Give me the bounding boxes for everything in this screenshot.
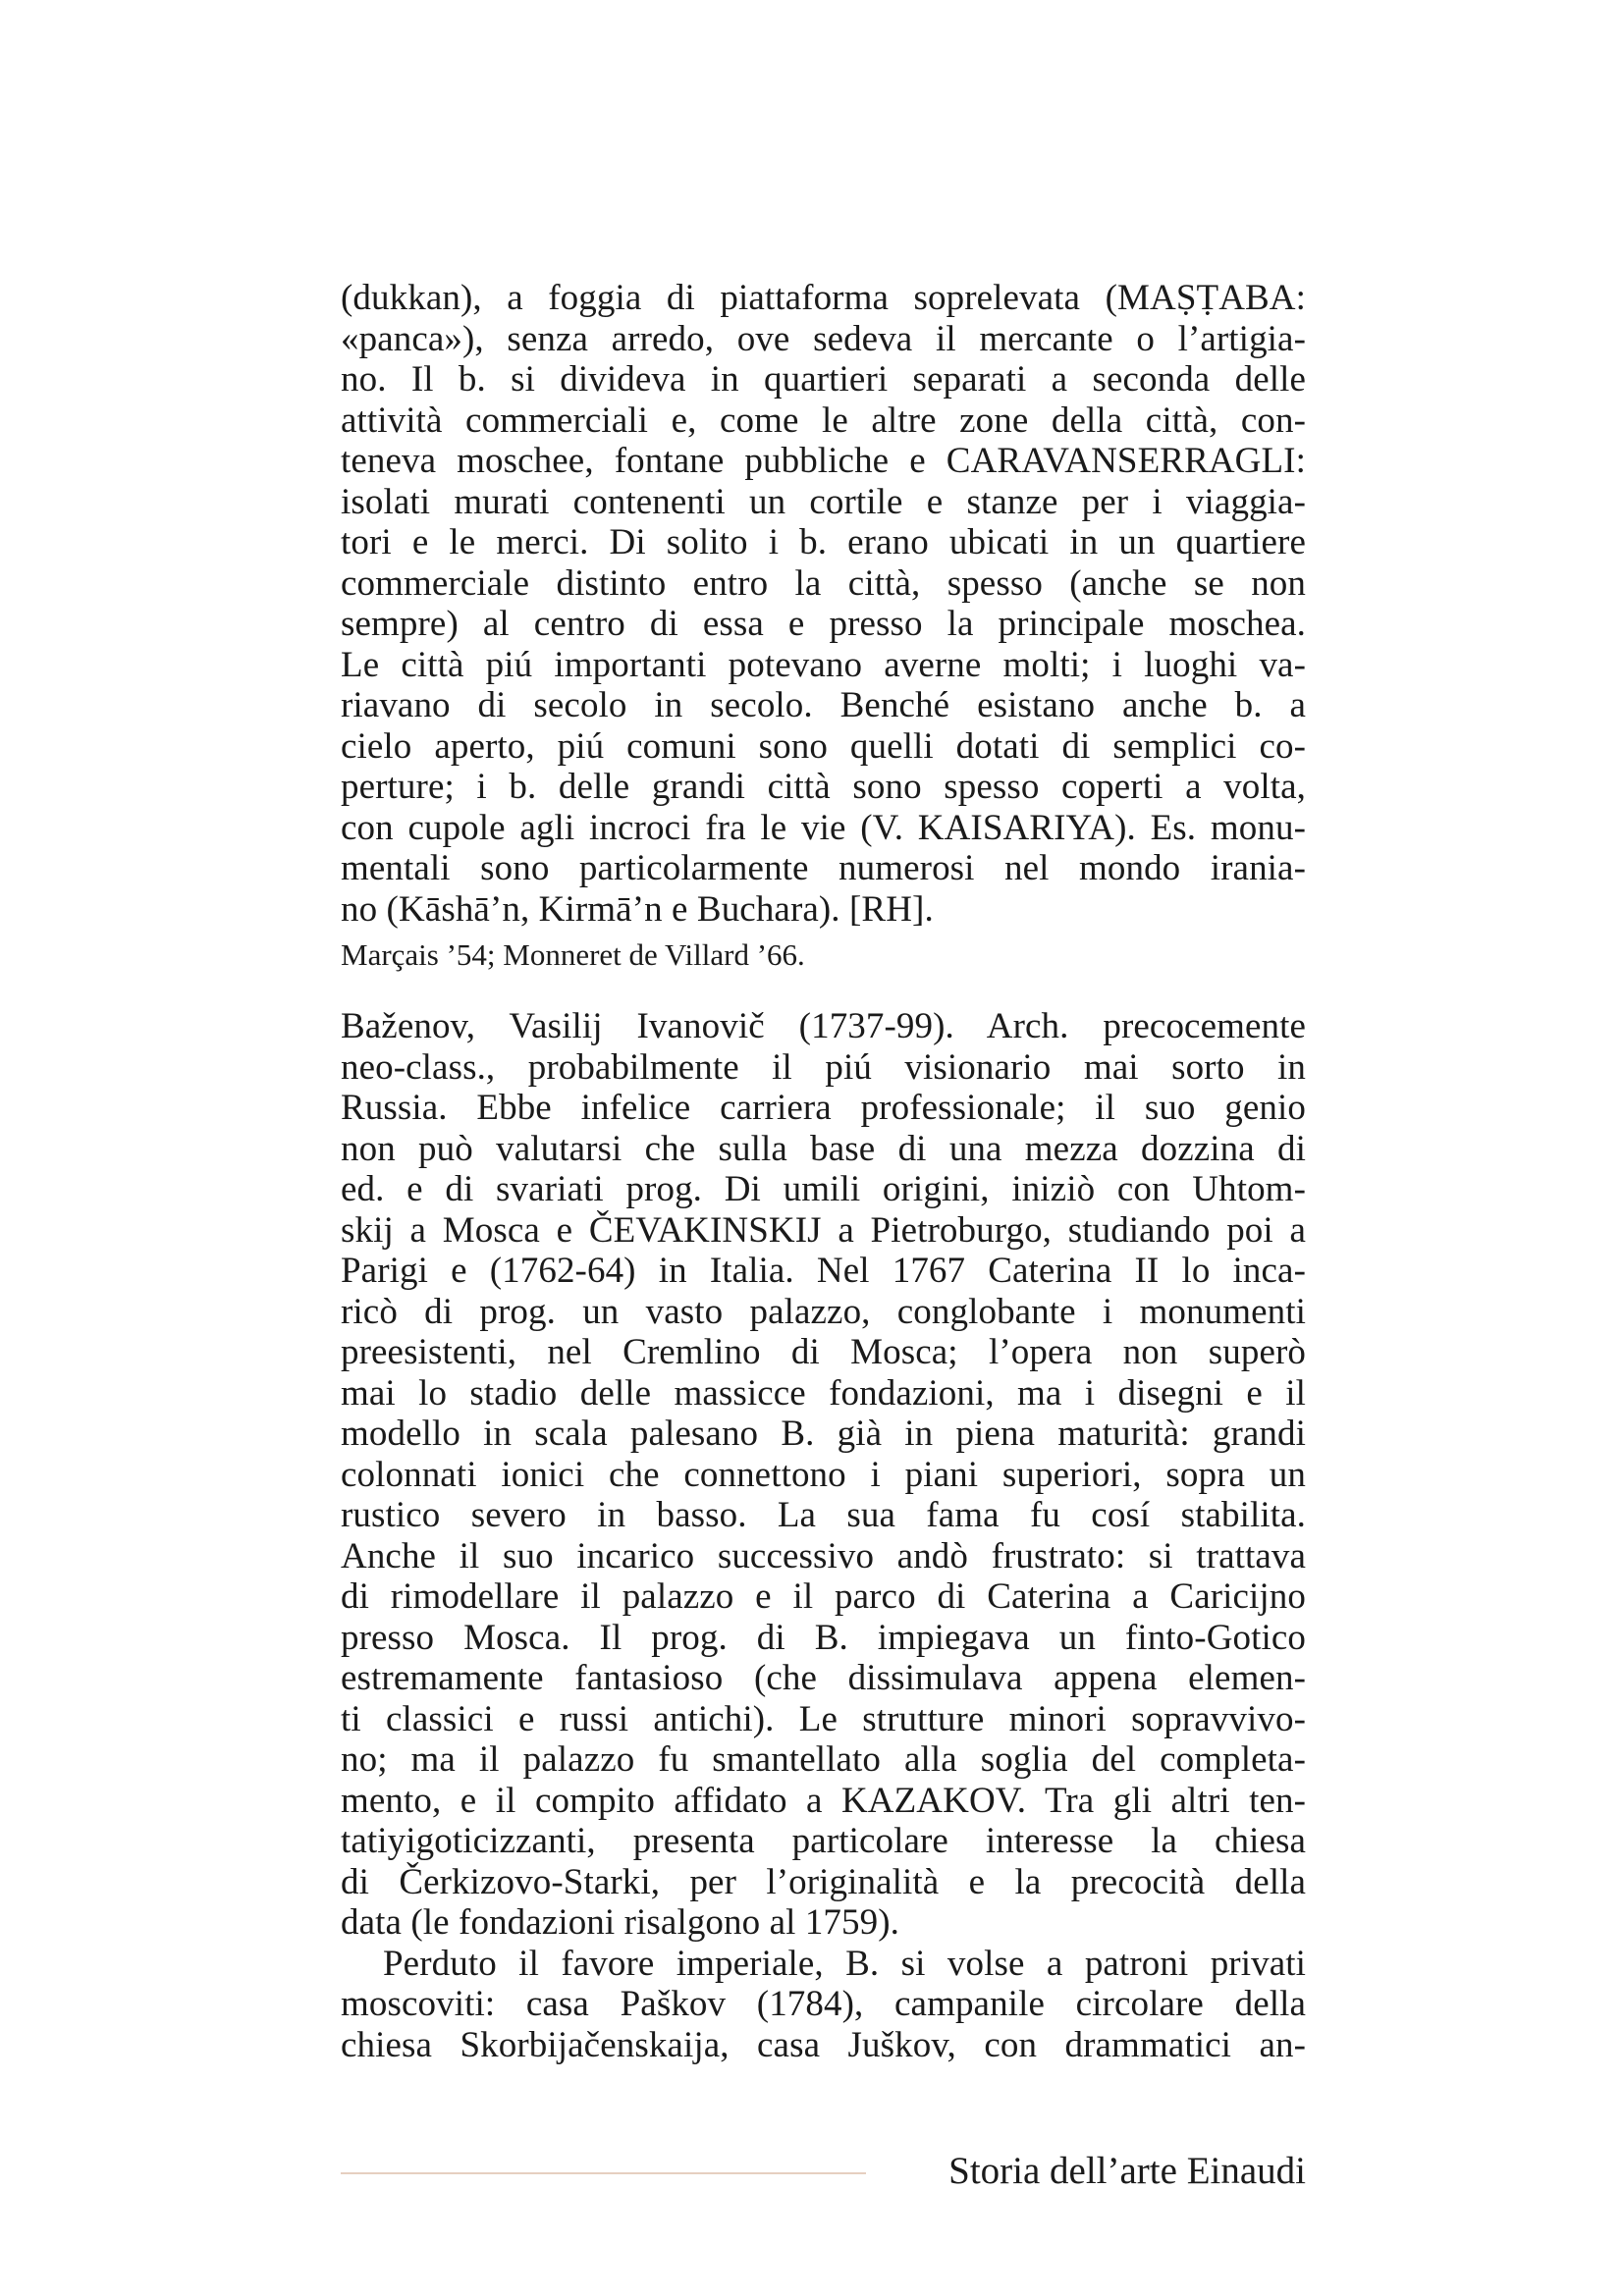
text-line: (dukkan), a foggia di piattaforma soprelevata (MAṢṬABA:	[341, 278, 1306, 318]
text-line: sempre) al centro di essa e presso la principale moschea.	[341, 604, 1306, 644]
text-line: isolati murati contenenti un cortile e stanze per i viaggia-	[341, 481, 1306, 522]
text-line: attività commerciali e, come le altre zone della città, con-	[341, 400, 1306, 441]
text-line: «panca»), senza arredo, ove sedeva il mercante o l’artigia-	[341, 318, 1306, 359]
text-line: no; ma il palazzo fu smantellato alla soglia del completa-	[341, 1739, 1306, 1780]
text-line: commerciale distinto entro la città, spesso (anche se non	[341, 562, 1306, 604]
text-line: no. Il b. si divideva in quartieri separati a seconda delle	[341, 359, 1306, 400]
text-line: presso Mosca. Il prog. di B. impiegava un finto-Gotico	[341, 1617, 1306, 1658]
bibliography-references: Marçais ’54; Monneret de Villard ’66.	[341, 937, 805, 972]
text-line: estremamente fantasioso (che dissimulava appena elemen-	[341, 1658, 1306, 1698]
text-line: mentali sono particolarmente numerosi nel mondo irania-	[341, 848, 1306, 888]
text-line: rustico severo in basso. La sua fama fu cosí stabilita.	[341, 1495, 1306, 1535]
text-line: ricò di prog. un vasto palazzo, conglobante i monumenti	[341, 1291, 1306, 1332]
text-line: neo-class., probabilmente il piú visionario mai sorto in	[341, 1046, 1306, 1088]
text-line: teneva moschee, fontane pubbliche e CARAVANSERRAGLI:	[341, 441, 1306, 481]
text-line: tori e le merci. Di solito i b. erano ubicati in un quartiere	[341, 522, 1306, 562]
footer-title: Storia dell’arte Einaudi	[948, 2150, 1306, 2192]
text-line: di rimodellare il palazzo e il parco di Caterina a Caricijno	[341, 1576, 1306, 1617]
text-line: mento, e il compito affidato a KAZAKOV. Tra gli altri ten-	[341, 1780, 1306, 1821]
text-line: perture; i b. delle grandi città sono spesso coperti a volta,	[341, 767, 1306, 807]
text-line: mai lo stadio delle massicce fondazioni, ma i disegni e il	[341, 1372, 1306, 1414]
text-line: Anche il suo incarico successivo andò frustrato: si trattava	[341, 1535, 1306, 1576]
text-line: data (le fondazioni risalgono al 1759).	[341, 1902, 899, 1943]
text-line: tatiyigoticizzanti, presenta particolare interesse la chiesa	[341, 1821, 1306, 1861]
text-line: di Čerkizovo-Starki, per l’originalità e la precocità della	[341, 1861, 1306, 1902]
text-line: chiesa Skorbijačenskaija, casa Juškov, con drammatici an-	[341, 2024, 1306, 2065]
page-body	[341, 278, 1306, 2065]
text-line: ti classici e russi antichi). Le strutture minori sopravvivo-	[341, 1698, 1306, 1739]
text-line: moscoviti: casa Paškov (1784), campanile circolare della	[341, 1984, 1306, 2024]
text-line: Parigi e (1762-64) in Italia. Nel 1767 Caterina II lo inca-	[341, 1251, 1306, 1291]
text-line: con cupole agli incroci fra le vie (V. KAISARIYA). Es. monu-	[341, 807, 1306, 848]
text-line: no (Kāshā’n, Kirmā’n e Buchara). [RH].	[341, 888, 934, 930]
text-line: Le città piú importanti potevano averne molti; i luoghi va-	[341, 644, 1306, 685]
entry-bazenov	[341, 1006, 1306, 2065]
text-line: preesistenti, nel Cremlino di Mosca; l’opera non superò	[341, 1332, 1306, 1372]
page-footer	[341, 2147, 1306, 2196]
text-line: cielo aperto, piú comuni sono quelli dotati di semplici co-	[341, 725, 1306, 767]
footer-rule	[341, 2172, 866, 2174]
entry-bazar-continuation	[341, 278, 1306, 977]
text-line: non può valutarsi che sulla base di una mezza dozzina di	[341, 1128, 1306, 1169]
text-line: Perduto il favore imperiale, B. si volse a patroni privati	[383, 1943, 1306, 1984]
text-line: colonnati ionici che connettono i piani superiori, sopra un	[341, 1454, 1306, 1495]
text-line: Russia. Ebbe infelice carriera professionale; il suo genio	[341, 1088, 1306, 1128]
entry-heading-line: Baženov, Vasilij Ivanovič (1737-99). Arch. precocemente	[341, 1006, 1306, 1046]
text-line: modello in scala palesano B. già in piena maturità: grandi	[341, 1414, 1306, 1454]
text-line: ed. e di svariati prog. Di umili origini, iniziò con Uhtom-	[341, 1169, 1306, 1209]
text-line: skij a Mosca e ČEVAKINSKIJ a Pietroburgo, studiando poi a	[341, 1209, 1306, 1251]
text-line: riavano di secolo in secolo. Benché esistano anche b. a	[341, 685, 1306, 725]
